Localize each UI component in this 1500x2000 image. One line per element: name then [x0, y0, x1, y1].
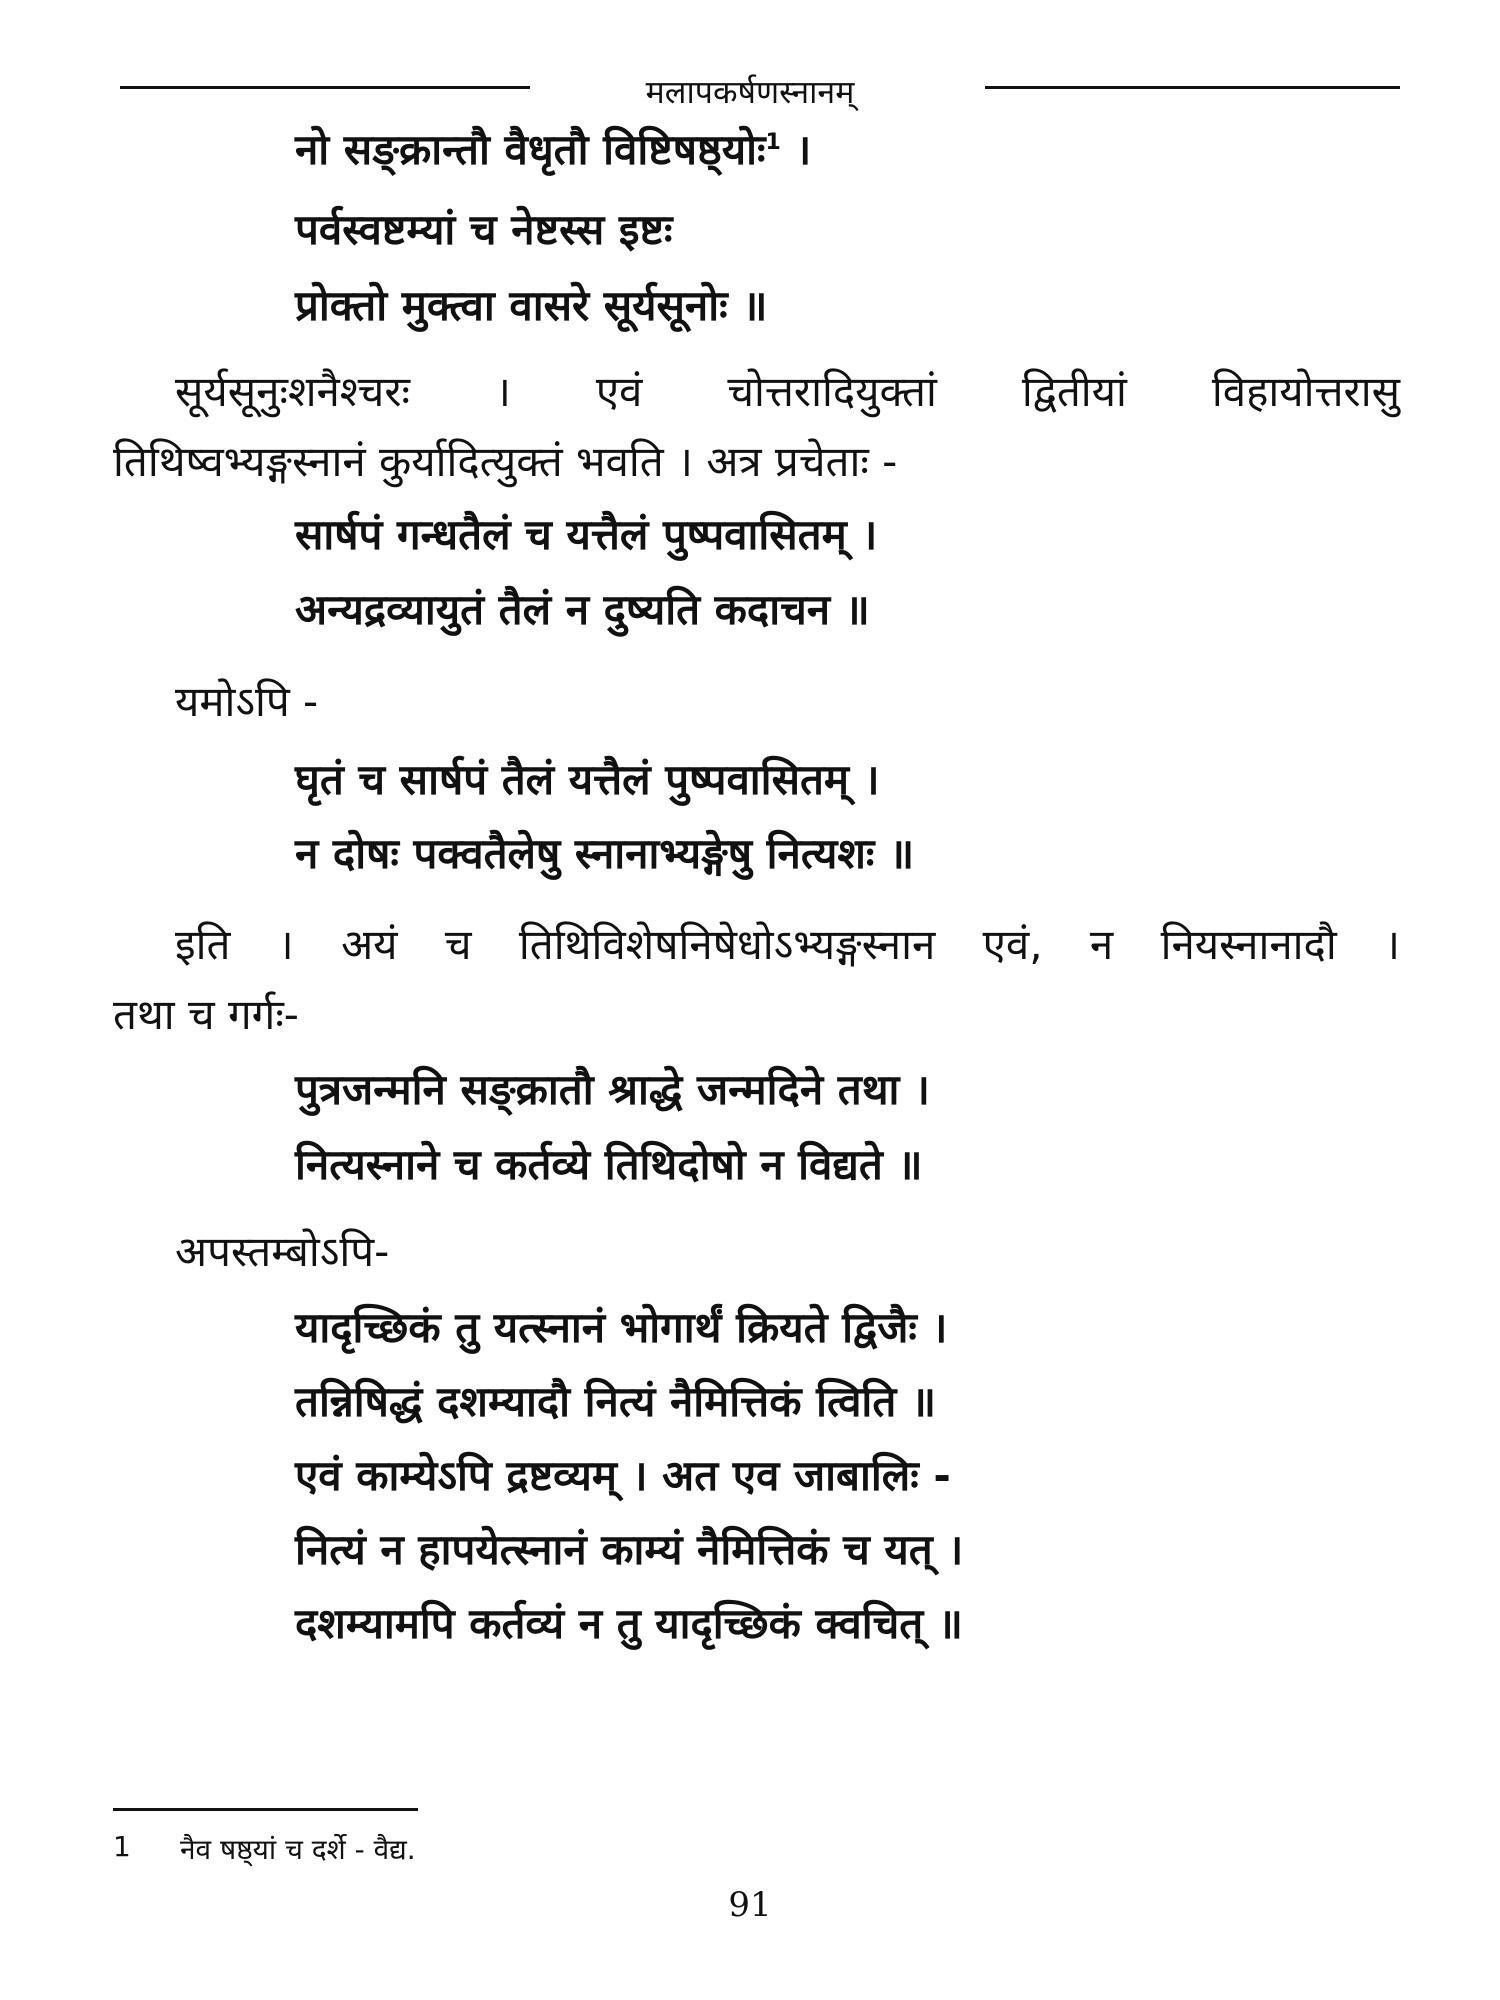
verse-line: प्रोक्तो मुक्त्वा वासरे सूर्यसूनोः ॥	[295, 281, 768, 330]
verse-line: पुत्रजन्मनि सङ्क्रातौ श्राद्धे जन्मदिने तथा ।	[295, 1065, 930, 1114]
prose-line: तथा च गर्गः-	[113, 990, 299, 1039]
verse-line: नित्यं न हापयेत्स्नानं काम्यं नैमित्तिकं च यत् ।	[295, 1525, 964, 1574]
prose-line: तिथिष्वभ्यङ्गस्नानं कुर्यादित्युक्तं भवति । अत्र प्रचेताः -	[113, 437, 898, 486]
page-number: 91	[728, 1885, 772, 1925]
footnote-text: नैव षष्ठ्यां च दर्शे - वैद्य.	[180, 1833, 416, 1866]
running-header: मलापकर्षणस्नानम्	[645, 73, 855, 111]
verse-line: दशम्यामपि कर्तव्यं न तु यादृच्छिकं क्वचित् ॥	[295, 1599, 963, 1648]
verse-end: ।	[780, 125, 812, 174]
footnote-rule	[113, 1808, 418, 1811]
footnote-marker: 1	[765, 130, 781, 155]
prose-line: सूर्यसूनुःशनैश्चरः । एवं चोत्तरादियुक्तां द्वितीयां विहायोत्तरासु	[175, 367, 1400, 416]
verse-line: तन्निषिद्धं दशम्यादौ नित्यं नैमित्तिकं त्विति ॥	[295, 1377, 937, 1426]
header-rule-right	[985, 86, 1400, 89]
verse-line: अन्यद्रव्यायुतं तैलं न दुष्यति कदाचन ॥	[295, 585, 870, 634]
prose-line: अपस्तम्बोऽपि-	[175, 1227, 390, 1276]
verse-line: सार्षपं गन्धतैलं च यत्तैलं पुष्पवासितम् ।	[295, 510, 878, 559]
verse-line: यादृच्छिकं तु यत्स्नानं भोगार्थं क्रियते द्विजैः ।	[295, 1303, 948, 1352]
verse-line: एवं काम्येऽपि द्रष्टव्यम् । अत एव जाबालिः -	[295, 1451, 951, 1500]
verse-line: न दोषः पक्वतैलेषु स्नानाभ्यङ्गेषु नित्यशः ॥	[295, 829, 915, 878]
verse-line: पर्वस्वष्टम्यां च नेष्टस्स इष्टः	[295, 205, 673, 254]
prose-line: इति । अयं च तिथिविशेषनिषेधोऽभ्यङ्गस्नान एवं, न नियस्नानादौ ।	[175, 920, 1400, 969]
prose-line: यमोऽपि -	[175, 677, 319, 726]
verse-text: नो सङ्क्रान्तौ वैधृतौ विष्टिषष्ठ्योः	[295, 125, 766, 174]
verse-line: घृतं च सार्षपं तैलं यत्तैलं पुष्पवासितम् ।	[295, 755, 880, 804]
verse-line: नित्यस्नाने च कर्तव्ये तिथिदोषो न विद्यते ॥	[295, 1140, 923, 1189]
footnote-number: 1	[113, 1830, 131, 1863]
verse-line	[295, 120, 811, 177]
